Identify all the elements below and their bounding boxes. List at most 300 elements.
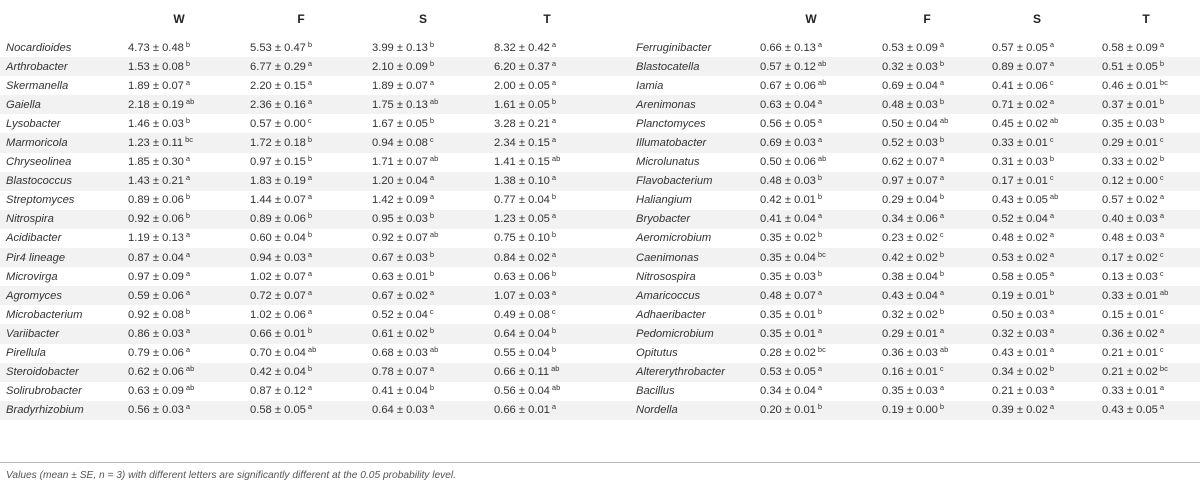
mean-se-value: 0.43 ± 0.05 [992, 194, 1048, 207]
genus-name-left: Acidibacter [6, 232, 62, 245]
significance-letter: b [1049, 364, 1055, 374]
mean-se-value: 0.35 ± 0.03 [760, 270, 816, 283]
significance-letter: ab [307, 345, 317, 355]
value-cell-right-s [982, 114, 1092, 133]
mean-se-value: 0.87 ± 0.04 [128, 251, 184, 264]
genus-name-left: Arthrobacter [6, 60, 68, 73]
mean-se-value: 0.41 ± 0.06 [992, 79, 1048, 92]
table-row [0, 114, 1200, 133]
significance-letter: ab [817, 154, 827, 164]
significance-letter: a [185, 173, 191, 183]
significance-letter: a [1159, 402, 1165, 412]
mean-se-value: 0.61 ± 0.02 [372, 327, 428, 340]
significance-letter: a [939, 287, 945, 297]
mean-se-value: 0.57 ± 0.12 [760, 60, 816, 73]
mean-se-value: 0.52 ± 0.04 [992, 213, 1048, 226]
significance-letter: a [307, 383, 313, 393]
value-cell-left-s [362, 363, 484, 382]
significance-letter: a [429, 173, 435, 183]
mean-se-value: 3.28 ± 0.21 [494, 117, 550, 130]
value-cell-right-s [982, 286, 1092, 305]
significance-letter: a [1049, 39, 1055, 49]
significance-letter: b [429, 383, 435, 393]
header-row [0, 0, 1200, 38]
value-cell-left-s [362, 248, 484, 267]
value-cell-left-t [484, 133, 610, 152]
value-cell-left-f [240, 286, 362, 305]
significance-letter: ab [185, 383, 195, 393]
significance-letter: a [817, 115, 823, 125]
significance-letter: a [1049, 345, 1055, 355]
mean-se-value: 0.55 ± 0.04 [494, 347, 550, 360]
significance-letter: b [1049, 154, 1055, 164]
mean-se-value: 6.20 ± 0.37 [494, 60, 550, 73]
significance-letter: c [1159, 268, 1164, 278]
mean-se-value: 0.63 ± 0.04 [760, 98, 816, 111]
value-cell-left-w [118, 76, 240, 95]
value-cell-right-s [982, 324, 1092, 343]
value-cell-right-t [1092, 57, 1200, 76]
significance-letter: a [939, 39, 945, 49]
mean-se-value: 0.95 ± 0.03 [372, 213, 428, 226]
value-cell-right-f [872, 248, 982, 267]
value-cell-right-t [1092, 248, 1200, 267]
value-cell-left-w [118, 133, 240, 152]
mean-se-value: 0.68 ± 0.03 [372, 347, 428, 360]
mean-se-value: 0.33 ± 0.02 [1102, 156, 1158, 169]
significance-letter: b [1159, 115, 1165, 125]
value-cell-right-f [872, 57, 982, 76]
significance-letter: a [185, 249, 191, 259]
mean-se-value: 0.92 ± 0.08 [128, 308, 184, 321]
mean-se-value: 0.33 ± 0.01 [1102, 289, 1158, 302]
mean-se-value: 0.20 ± 0.01 [760, 404, 816, 417]
significance-letter: a [1159, 39, 1165, 49]
significance-letter: b [551, 268, 557, 278]
significance-letter: a [429, 287, 435, 297]
mean-se-value: 0.58 ± 0.05 [992, 270, 1048, 283]
mean-se-value: 0.48 ± 0.03 [760, 175, 816, 188]
table-row [0, 153, 1200, 172]
genus-name-left: Agromyces [6, 289, 62, 302]
significance-letter: b [939, 96, 945, 106]
mean-se-value: 0.72 ± 0.07 [250, 289, 306, 302]
significance-letter: a [1049, 249, 1055, 259]
significance-letter: ab [185, 364, 195, 374]
mean-se-value: 0.75 ± 0.10 [494, 232, 550, 245]
mean-se-value: 0.48 ± 0.07 [760, 289, 816, 302]
significance-letter: a [551, 135, 557, 145]
significance-letter: a [1049, 230, 1055, 240]
value-cell-left-t [484, 267, 610, 286]
table-row [0, 382, 1200, 401]
mean-se-value: 0.89 ± 0.06 [250, 213, 306, 226]
table-row [0, 57, 1200, 76]
value-cell-right-w [750, 38, 872, 57]
mean-se-value: 2.18 ± 0.19 [128, 98, 184, 111]
mean-se-value: 2.20 ± 0.15 [250, 79, 306, 92]
value-cell-right-s [982, 210, 1092, 229]
mean-se-value: 0.34 ± 0.06 [882, 213, 938, 226]
mean-se-value: 0.97 ± 0.09 [128, 270, 184, 283]
value-cell-right-s [982, 153, 1092, 172]
mean-se-value: 0.69 ± 0.03 [760, 137, 816, 150]
mean-se-value: 0.97 ± 0.07 [882, 175, 938, 188]
value-cell-left-w [118, 114, 240, 133]
mean-se-value: 1.02 ± 0.07 [250, 270, 306, 283]
table-footnote: Values (mean ± SE, n = 3) with different letters are significantly different at the 0.05 probability level. [6, 470, 457, 481]
significance-letter: a [551, 173, 557, 183]
mean-se-value: 0.43 ± 0.01 [992, 347, 1048, 360]
mean-se-value: 0.57 ± 0.02 [1102, 194, 1158, 207]
value-cell-left-t [484, 153, 610, 172]
genus-name-right: Planctomyces [636, 117, 706, 130]
significance-letter: c [1159, 135, 1164, 145]
genus-name-right: Arenimonas [636, 98, 696, 111]
value-cell-right-w [750, 286, 872, 305]
mean-se-value: 0.33 ± 0.01 [992, 137, 1048, 150]
value-cell-left-t [484, 38, 610, 57]
mean-se-value: 0.28 ± 0.02 [760, 347, 816, 360]
value-cell-right-w [750, 382, 872, 401]
table-row [0, 191, 1200, 210]
significance-letter: c [429, 306, 434, 316]
significance-letter: a [307, 287, 313, 297]
value-cell-right-f [872, 401, 982, 420]
table-body [0, 38, 1200, 420]
value-cell-left-f [240, 305, 362, 324]
significance-letter: c [1159, 173, 1164, 183]
mean-se-value: 1.20 ± 0.04 [372, 175, 428, 188]
mean-se-value: 1.23 ± 0.11 [128, 137, 184, 150]
genus-name-left: Bradyrhizobium [6, 404, 84, 417]
value-cell-left-s [362, 324, 484, 343]
value-cell-right-f [872, 114, 982, 133]
value-cell-right-t [1092, 382, 1200, 401]
significance-letter: b [817, 268, 823, 278]
mean-se-value: 0.31 ± 0.03 [992, 156, 1048, 169]
value-cell-left-w [118, 305, 240, 324]
significance-letter: c [307, 115, 312, 125]
value-cell-left-s [362, 38, 484, 57]
value-cell-right-f [872, 382, 982, 401]
significance-letter: ab [551, 364, 560, 374]
value-cell-left-t [484, 344, 610, 363]
mean-se-value: 0.67 ± 0.03 [372, 251, 428, 264]
mean-se-value: 0.52 ± 0.04 [372, 308, 428, 321]
mean-se-value: 0.89 ± 0.06 [128, 194, 184, 207]
value-cell-right-t [1092, 401, 1200, 420]
significance-letter: ab [817, 58, 827, 68]
mean-se-value: 0.21 ± 0.03 [992, 385, 1048, 398]
mean-se-value: 1.41 ± 0.15 [494, 156, 550, 169]
mean-se-value: 0.63 ± 0.09 [128, 385, 184, 398]
significance-letter: bc [817, 345, 826, 355]
value-cell-right-f [872, 153, 982, 172]
value-cell-right-f [872, 133, 982, 152]
header-w-left: W [173, 12, 185, 26]
mean-se-value: 0.58 ± 0.05 [250, 404, 306, 417]
value-cell-right-s [982, 363, 1092, 382]
value-cell-right-t [1092, 172, 1200, 191]
significance-letter: a [307, 58, 313, 68]
significance-letter: a [551, 211, 557, 221]
mean-se-value: 0.62 ± 0.07 [882, 156, 938, 169]
value-cell-left-t [484, 363, 610, 382]
mean-se-value: 1.89 ± 0.07 [128, 79, 184, 92]
significance-letter: a [817, 211, 823, 221]
mean-se-value: 0.32 ± 0.03 [882, 60, 938, 73]
mean-se-value: 0.70 ± 0.04 [250, 347, 306, 360]
significance-letter: c [1159, 306, 1164, 316]
mean-se-value: 0.89 ± 0.07 [992, 60, 1048, 73]
bottom-rule [0, 462, 1200, 463]
value-cell-left-s [362, 114, 484, 133]
genus-name-right: Aeromicrobium [636, 232, 712, 245]
value-cell-left-t [484, 210, 610, 229]
header-f-right: F [923, 12, 931, 26]
significance-letter: a [551, 58, 557, 68]
significance-letter: ab [1049, 115, 1059, 125]
mean-se-value: 0.17 ± 0.02 [1102, 251, 1158, 264]
value-cell-right-f [872, 267, 982, 286]
mean-se-value: 0.92 ± 0.07 [372, 232, 428, 245]
significance-letter: a [307, 402, 313, 412]
mean-se-value: 0.59 ± 0.06 [128, 289, 184, 302]
value-cell-left-f [240, 191, 362, 210]
value-cell-left-s [362, 76, 484, 95]
genus-name-right: Caenimonas [636, 251, 699, 264]
significance-letter: a [939, 154, 945, 164]
mean-se-value: 0.35 ± 0.01 [760, 327, 816, 340]
mean-se-value: 0.64 ± 0.03 [372, 404, 428, 417]
significance-letter: a [307, 268, 313, 278]
mean-se-value: 0.19 ± 0.01 [992, 289, 1048, 302]
significance-letter: a [551, 287, 557, 297]
mean-se-value: 0.33 ± 0.01 [1102, 385, 1158, 398]
value-cell-left-w [118, 153, 240, 172]
mean-se-value: 1.43 ± 0.21 [128, 175, 184, 188]
mean-se-value: 0.15 ± 0.01 [1102, 308, 1158, 321]
value-cell-left-w [118, 324, 240, 343]
significance-letter: a [817, 96, 823, 106]
value-cell-left-w [118, 401, 240, 420]
mean-se-value: 6.77 ± 0.29 [250, 60, 306, 73]
significance-letter: c [551, 306, 556, 316]
table-row [0, 401, 1200, 420]
value-cell-left-t [484, 57, 610, 76]
mean-se-value: 0.58 ± 0.09 [1102, 41, 1158, 54]
significance-letter: a [817, 325, 823, 335]
significance-letter: b [429, 268, 435, 278]
significance-letter: bc [1159, 364, 1168, 374]
significance-letter: a [1049, 383, 1055, 393]
significance-letter: ab [1049, 192, 1059, 202]
significance-letter: ab [551, 383, 561, 393]
value-cell-left-f [240, 344, 362, 363]
genus-name-left: Streptomyces [6, 194, 75, 207]
significance-letter: a [939, 383, 945, 393]
genus-name-left: Variibacter [6, 327, 60, 340]
value-cell-right-t [1092, 210, 1200, 229]
value-cell-left-w [118, 267, 240, 286]
genus-name-right: Opitutus [636, 347, 678, 360]
value-cell-left-f [240, 57, 362, 76]
table-row [0, 95, 1200, 114]
mean-se-value: 0.40 ± 0.03 [1102, 213, 1158, 226]
value-cell-left-f [240, 76, 362, 95]
significance-letter: a [1159, 383, 1165, 393]
value-cell-left-w [118, 57, 240, 76]
mean-se-value: 0.19 ± 0.00 [882, 404, 938, 417]
significance-letter: b [307, 135, 313, 145]
mean-se-value: 0.45 ± 0.02 [992, 117, 1048, 130]
significance-letter: ab [939, 345, 949, 355]
value-cell-left-s [362, 172, 484, 191]
mean-se-value: 0.53 ± 0.09 [882, 41, 938, 54]
mean-se-value: 0.29 ± 0.04 [882, 194, 938, 207]
mean-se-value: 0.36 ± 0.02 [1102, 327, 1158, 340]
significance-letter: a [185, 77, 191, 87]
value-cell-right-f [872, 191, 982, 210]
value-cell-left-f [240, 248, 362, 267]
header-s-right: S [1032, 12, 1041, 26]
significance-letter: a [307, 192, 313, 202]
value-cell-left-t [484, 95, 610, 114]
mean-se-value: 4.73 ± 0.48 [128, 41, 184, 54]
significance-letter: c [1049, 135, 1054, 145]
value-cell-right-t [1092, 38, 1200, 57]
value-cell-right-s [982, 172, 1092, 191]
mean-se-value: 0.56 ± 0.03 [128, 404, 184, 417]
value-cell-right-w [750, 191, 872, 210]
value-cell-left-f [240, 324, 362, 343]
value-cell-right-s [982, 95, 1092, 114]
mean-se-value: 0.36 ± 0.03 [882, 347, 938, 360]
mean-se-value: 0.21 ± 0.02 [1102, 366, 1158, 379]
mean-se-value: 2.36 ± 0.16 [250, 98, 306, 111]
significance-letter: ab [429, 154, 439, 164]
value-cell-left-f [240, 114, 362, 133]
significance-letter: b [939, 249, 945, 259]
value-cell-right-s [982, 305, 1092, 324]
significance-letter: a [1049, 268, 1055, 278]
mean-se-value: 0.29 ± 0.01 [1102, 137, 1158, 150]
table-row [0, 286, 1200, 305]
table-row [0, 229, 1200, 248]
value-cell-left-f [240, 363, 362, 382]
significance-letter: b [307, 364, 313, 374]
value-cell-right-w [750, 210, 872, 229]
significance-letter: b [185, 306, 191, 316]
value-cell-left-s [362, 286, 484, 305]
mean-se-value: 8.32 ± 0.42 [494, 41, 550, 54]
significance-letter: b [817, 402, 823, 412]
significance-letter: b [551, 192, 557, 202]
value-cell-right-t [1092, 324, 1200, 343]
significance-letter: ab [429, 230, 439, 240]
mean-se-value: 1.46 ± 0.03 [128, 117, 184, 130]
significance-letter: b [185, 39, 191, 49]
value-cell-right-f [872, 172, 982, 191]
significance-letter: a [307, 96, 313, 106]
significance-letter: c [939, 230, 944, 240]
significance-letter: a [939, 77, 945, 87]
mean-se-value: 0.37 ± 0.01 [1102, 98, 1158, 111]
mean-se-value: 0.35 ± 0.01 [760, 308, 816, 321]
value-cell-left-t [484, 401, 610, 420]
significance-letter: c [1049, 173, 1054, 183]
value-cell-right-t [1092, 95, 1200, 114]
significance-letter: bc [1159, 77, 1168, 87]
mean-se-value: 2.00 ± 0.05 [494, 79, 550, 92]
significance-letter: ab [1159, 287, 1169, 297]
mean-se-value: 0.13 ± 0.03 [1102, 270, 1158, 283]
significance-letter: a [1159, 325, 1165, 335]
value-cell-right-t [1092, 363, 1200, 382]
value-cell-left-f [240, 382, 362, 401]
mean-se-value: 0.56 ± 0.05 [760, 117, 816, 130]
mean-se-value: 0.43 ± 0.04 [882, 289, 938, 302]
significance-letter: b [939, 268, 945, 278]
mean-se-value: 0.92 ± 0.06 [128, 213, 184, 226]
mean-se-value: 1.02 ± 0.06 [250, 308, 306, 321]
mean-se-value: 1.44 ± 0.07 [250, 194, 306, 207]
value-cell-right-s [982, 401, 1092, 420]
mean-se-value: 0.53 ± 0.05 [760, 366, 816, 379]
header-s-left: S [418, 12, 427, 26]
genus-name-left: Pir4 lineage [6, 251, 66, 264]
genus-name-left: Steroidobacter [6, 366, 79, 379]
mean-se-value: 1.71 ± 0.07 [372, 156, 428, 169]
significance-letter: a [185, 345, 191, 355]
table-row [0, 76, 1200, 95]
significance-letter: c [1159, 345, 1164, 355]
value-cell-left-f [240, 401, 362, 420]
mean-se-value: 0.42 ± 0.04 [250, 366, 306, 379]
value-cell-right-w [750, 133, 872, 152]
significance-letter: b [551, 325, 557, 335]
mean-se-value: 3.99 ± 0.13 [372, 41, 428, 54]
value-cell-right-t [1092, 229, 1200, 248]
mean-se-value: 0.77 ± 0.04 [494, 194, 550, 207]
mean-se-value: 0.32 ± 0.02 [882, 308, 938, 321]
mean-se-value: 0.53 ± 0.02 [992, 251, 1048, 264]
value-cell-right-w [750, 76, 872, 95]
genus-name-left: Solirubrobacter [6, 385, 82, 398]
value-cell-left-f [240, 133, 362, 152]
value-cell-right-w [750, 267, 872, 286]
header-t-right: T [1142, 12, 1150, 26]
value-cell-right-w [750, 95, 872, 114]
mean-se-value: 0.39 ± 0.02 [992, 404, 1048, 417]
value-cell-right-w [750, 363, 872, 382]
significance-letter: a [185, 268, 191, 278]
significance-letter: b [185, 58, 191, 68]
mean-se-value: 0.50 ± 0.06 [760, 156, 816, 169]
significance-letter: a [429, 402, 435, 412]
mean-se-value: 0.48 ± 0.02 [992, 232, 1048, 245]
mean-se-value: 0.35 ± 0.02 [760, 232, 816, 245]
genus-name-left: Microbacterium [6, 308, 83, 321]
mean-se-value: 0.52 ± 0.03 [882, 137, 938, 150]
significance-letter: a [551, 402, 557, 412]
genus-name-left: Chryseolinea [6, 156, 72, 169]
mean-se-value: 5.53 ± 0.47 [250, 41, 306, 54]
significance-letter: a [817, 383, 823, 393]
mean-se-value: 0.79 ± 0.06 [128, 347, 184, 360]
value-cell-right-t [1092, 114, 1200, 133]
